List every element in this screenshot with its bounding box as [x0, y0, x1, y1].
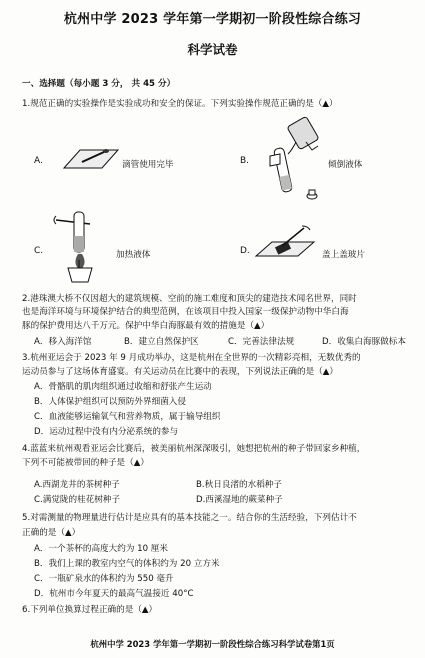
q5-option-d: D．杭州市今年夏天的最高气温接近 40°C — [34, 589, 194, 599]
q2-line-2: 也是海洋环境与环境保护结合的典型范例，在该项目中投入国家一级保护动物中华白海 — [22, 307, 349, 317]
dropper-on-table-figure — [60, 138, 120, 174]
q1-stem: 1.规范正确的实验操作是实验成功和安全的保证。下列实验操作规范正确的是（▲） — [22, 99, 338, 109]
q2-option-b: B．建立自然保护区 — [124, 337, 199, 347]
exam-subtitle: 科学试卷 — [187, 42, 238, 57]
q1-option-d-caption: 盖上盖玻片 — [322, 250, 365, 260]
q4-line-2: 下列不可能被带回的种子是（▲） — [22, 458, 149, 468]
q3-option-c: C．血液能够运输氧气和营养物质，属于输导组织 — [34, 412, 221, 422]
q2-option-d: D．收集白海豚做标本 — [322, 337, 406, 347]
q3-line-2: 运动员参与了这场体育盛宴。有关运动员在比赛中的表现，下列说法正确的是（▲） — [22, 367, 338, 377]
q4-option-d: D.西溪湿地的蕨菜种子 — [196, 495, 283, 505]
page-footer: 杭州中学 2023 学年第一学期初一阶段性综合练习科学试卷第1页 — [90, 639, 335, 649]
q5-option-b: B．我们上课的教室内空气的体积约为 20 立方米 — [34, 559, 220, 569]
q6-stem: 6.下列单位换算过程正确的是（▲） — [22, 605, 158, 615]
q2-option-a: A．移入海洋馆 — [34, 337, 92, 347]
q1-option-c-letter: C. — [34, 246, 44, 256]
q5-line-1: 5.对需测量的物理量进行估计是应具有的基本技能之一。结合你的生活经验，下列估计不 — [22, 513, 357, 523]
q3-option-a: A．骨骼肌的肌肉组织通过收缩和舒张产生运动 — [34, 382, 212, 392]
q1-option-a-letter: A. — [34, 156, 43, 166]
q5-option-a: A．一个茶杯的高度大约为 10 厘米 — [34, 544, 168, 554]
q5-line-2: 正确的是（▲） — [22, 528, 81, 538]
q4-option-a: A.西湖龙井的茶树种子 — [34, 480, 120, 490]
q4-option-b: B.秋日良渚的水稻种子 — [196, 480, 282, 490]
q4-line-1: 4.蓝蓝来杭州观看亚运会比赛后，被美丽杭州深深吸引，她想把杭州的种子带回家乡种植， — [22, 444, 366, 454]
q4-option-c: C.满觉陇的桂花树种子 — [34, 495, 121, 505]
q5-option-c: C．一瓶矿泉水的体积约为 550 毫升 — [34, 574, 174, 584]
cover-slip-figure — [252, 224, 318, 264]
section-heading: 一、选择题（每小题 3 分， 共 45 分） — [22, 79, 176, 89]
heating-liquid-figure — [50, 202, 110, 288]
q1-option-a-caption: 滴管使用完毕 — [122, 160, 174, 170]
q1-option-b-letter: B. — [240, 156, 250, 166]
q2-option-c: C．完善法律法规 — [228, 337, 295, 347]
q1-option-b-caption: 倾倒液体 — [328, 160, 363, 170]
q2-line-1: 2.港珠澳大桥不仅因超大的建筑规模、空前的施工难度和顶尖的建造技术闻名世界，同时 — [22, 294, 357, 304]
q2-line-3: 豚的保护费用达八千万元。保护中华白海豚最有效的措施是（▲） — [22, 321, 270, 331]
q3-option-d: D．运动过程中没有内分泌系统的参与 — [34, 427, 179, 437]
pouring-liquid-figure — [262, 112, 324, 204]
q1-option-c-caption: 加热液体 — [116, 250, 151, 260]
q3-line-1: 3.杭州亚运会于 2023 年 9 月成功举办，这是杭州在全世界的一次精彩亮相，无数优秀的 — [22, 353, 361, 363]
exam-title: 杭州中学 2023 学年第一学期初一阶段性综合练习 — [63, 12, 362, 27]
q3-option-b: B．人体保护组织可以预防外界细菌入侵 — [34, 397, 186, 407]
q1-option-d-letter: D. — [240, 246, 250, 256]
